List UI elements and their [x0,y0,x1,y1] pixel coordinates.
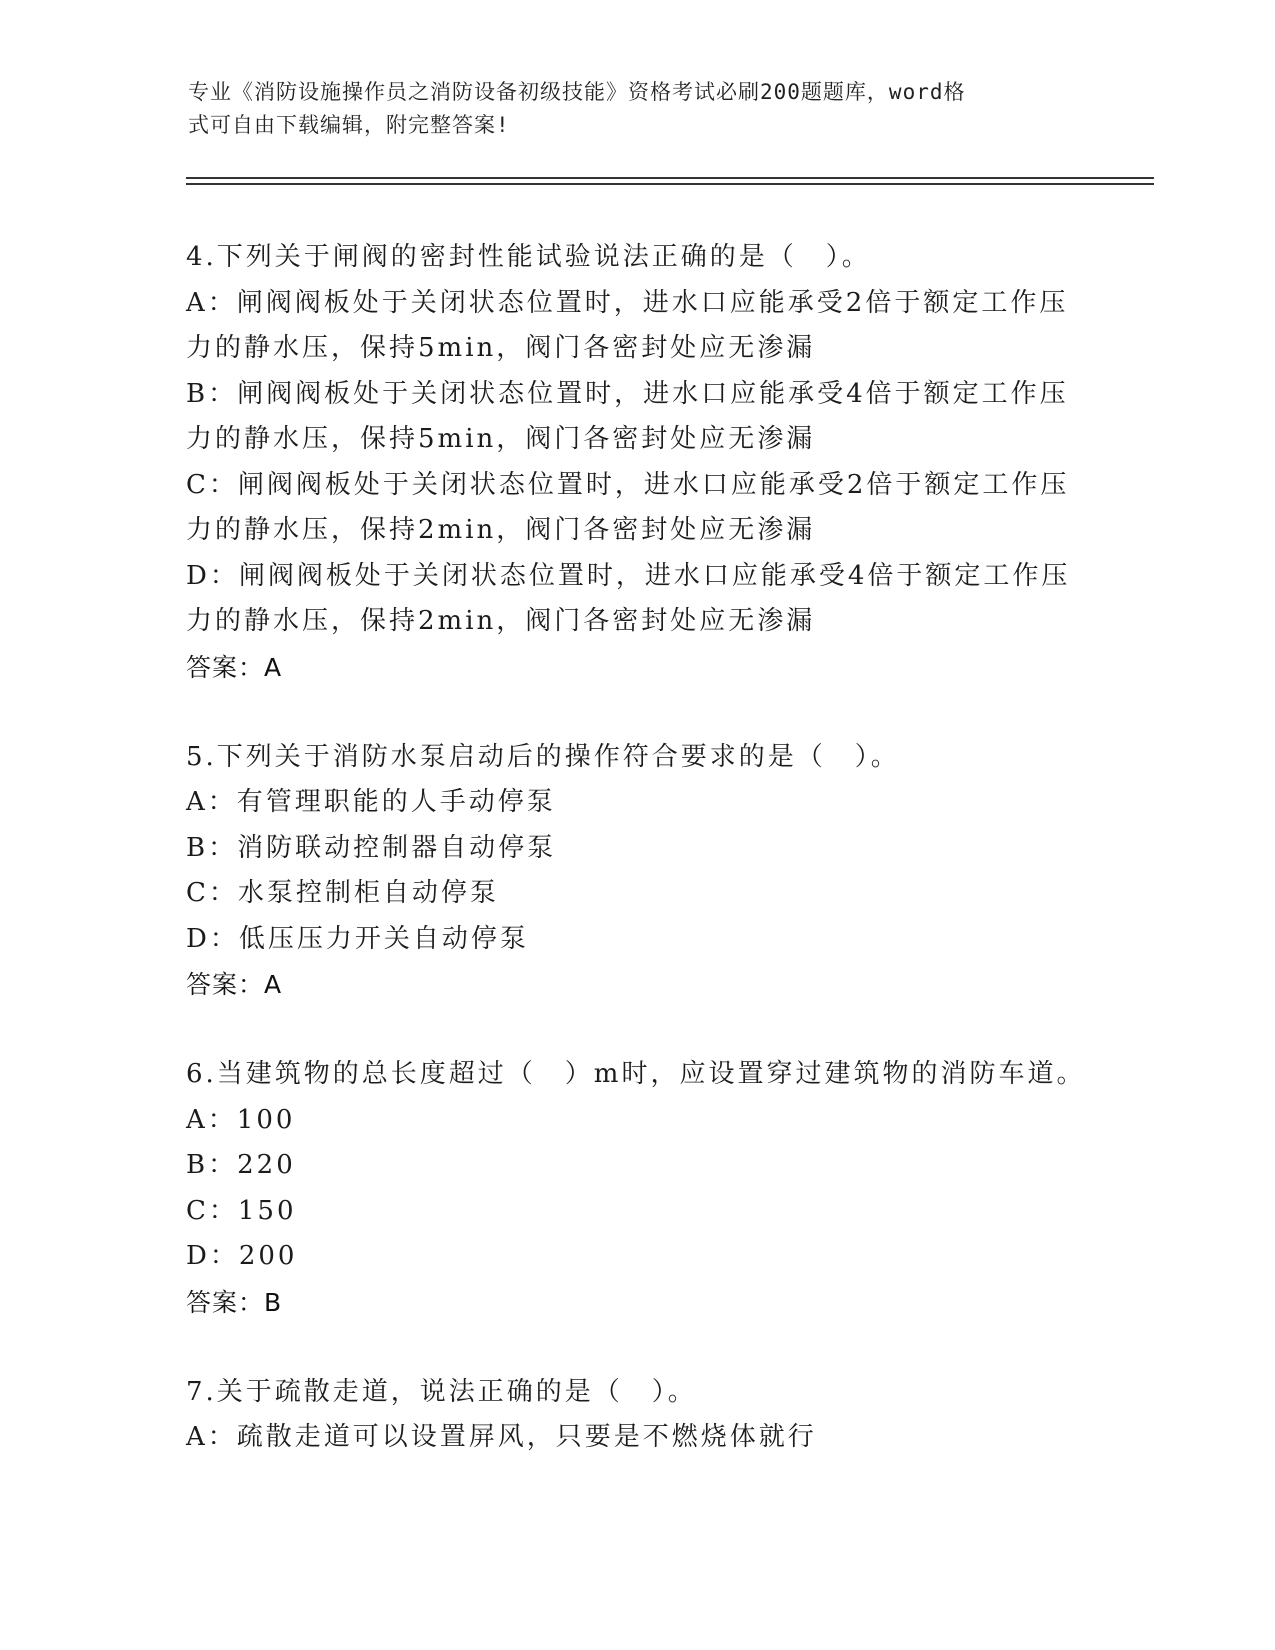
header-divider-top [186,177,1154,179]
header-line-2: 式可自由下载编辑，附完整答案! [188,113,510,137]
header-divider-bottom [186,183,1154,185]
answer: 答案：A [186,970,283,999]
question-stem: 4.下列关于闸阀的密封性能试验说法正确的是（ ）。 [186,242,871,272]
option-d: D：闸阀阀板处于关闭状态位置时，进水口应能承受4倍于额定工作压力的静水压，保持2min，阀门各密封处应无渗漏 [186,560,1071,636]
question-7 [186,1370,1086,1461]
option-c: C：150 [186,1195,297,1226]
document-header [188,76,1068,142]
option-a: A：疏散走道可以设置屏风，只要是不燃烧体就行 [186,1422,817,1452]
option-c: C：水泵控制柜自动停泵 [186,878,499,908]
option-b: B：220 [186,1150,296,1180]
header-line-1: 专业《消防设施操作员之消防设备初级技能》资格考试必刷200题题库，word格 [188,80,966,104]
option-c: C：闸阀阀板处于关闭状态位置时，进水口应能承受2倍于额定工作压力的静水压，保持2min，阀门各密封处应无渗漏 [186,469,1070,545]
option-d: D：200 [186,1241,298,1271]
question-stem: 5.下列关于消防水泵启动后的操作符合要求的是（ ）。 [186,741,900,772]
option-b: B：闸阀阀板处于关闭状态位置时，进水口应能承受4倍于额定工作压力的静水压，保持5min，阀门各密封处应无渗漏 [186,378,1069,454]
question-4 [186,235,1086,690]
answer: 答案：A [186,652,283,682]
option-a: A：闸阀阀板处于关闭状态位置时，进水口应能承受2倍于额定工作压力的静水压，保持5min，阀门各密封处应无渗漏 [186,287,1069,363]
option-a: A：100 [186,1104,296,1135]
question-list [186,235,1086,1506]
option-b: B：消防联动控制器自动停泵 [186,832,557,863]
option-a: A：有管理职能的人手动停泵 [186,787,556,817]
question-stem: 7.关于疏散走道，说法正确的是（ ）。 [186,1376,697,1407]
question-5 [186,735,1086,1008]
question-6 [186,1052,1086,1325]
answer: 答案：B [186,1287,283,1317]
question-stem: 6.当建筑物的总长度超过（ ）m时，应设置穿过建筑物的消防车道。 [186,1059,1086,1089]
option-d: D：低压压力开关自动停泵 [186,923,529,954]
